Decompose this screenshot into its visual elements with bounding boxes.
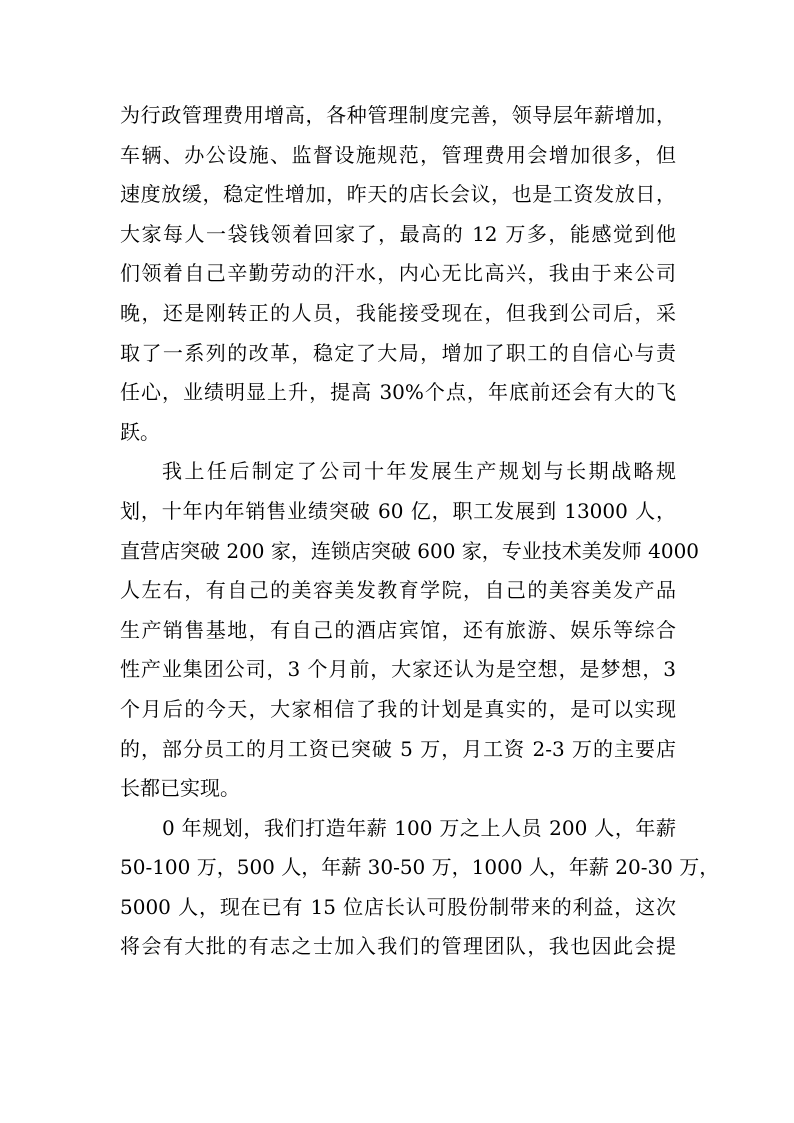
text-line: 为行政管理费用增高，各种管理制度完善，领导层年薪增加， xyxy=(120,103,676,127)
text-line: 个月后的今天，大家相信了我的计划是真实的，是可以实现 xyxy=(120,696,676,721)
text-line: 0 年规划，我们打造年薪 100 万之上人员 200 人，年薪 xyxy=(162,815,676,840)
text-line: 晚，还是刚转正的人员，我能接受现在，但我到公司后，采 xyxy=(120,300,676,325)
text-line: 任心，业绩明显上升，提高 30%个点，年底前还会有大的飞 xyxy=(120,380,676,405)
text-line: 长都已实现。 xyxy=(120,776,240,801)
text-line: 的，部分员工的月工资已突破 5 万，月工资 2-3 万的主要店 xyxy=(120,736,676,761)
text-line: 跃。 xyxy=(120,419,160,444)
text-line: 速度放缓，稳定性增加，昨天的店长会议，也是工资发放日， xyxy=(120,182,676,207)
text-line: 们领着自己辛勤劳动的汗水，内心无比高兴，我由于来公司 xyxy=(120,261,676,286)
text-line: 50-100 万，500 人，年薪 30-50 万，1000 人，年薪 20-30 万， xyxy=(120,855,720,880)
text-line: 生产销售基地，有自己的酒店宾馆，还有旅游、娱乐等综合 xyxy=(120,617,676,642)
text-line: 车辆、办公设施、监督设施规范，管理费用会增加很多，但 xyxy=(120,142,676,167)
text-line: 将会有大批的有志之士加入我们的管理团队，我也因此会提 xyxy=(120,934,676,959)
text-line: 5000 人，现在已有 15 位店长认可股份制带来的利益，这次 xyxy=(120,894,676,919)
text-line: 人左右，有自己的美容美发教育学院，自己的美容美发产品 xyxy=(120,578,676,603)
text-line: 我上任后制定了公司十年发展生产规划与长期战略规 xyxy=(162,459,676,484)
text-line: 直营店突破 200 家，连锁店突破 600 家，专业技术美发师 4000 xyxy=(120,538,700,563)
text-line: 取了一系列的改革，稳定了大局，增加了职工的自信心与责 xyxy=(120,340,676,365)
document-body xyxy=(120,96,720,967)
text-line: 性产业集团公司，3 个月前，大家还认为是空想，是梦想，3 xyxy=(120,657,676,682)
text-line: 划，十年内年销售业绩突破 60 亿，职工发展到 13000 人， xyxy=(120,498,676,523)
text-line: 大家每人一袋钱领着回家了，最高的 12 万多，能感觉到他 xyxy=(120,221,676,246)
